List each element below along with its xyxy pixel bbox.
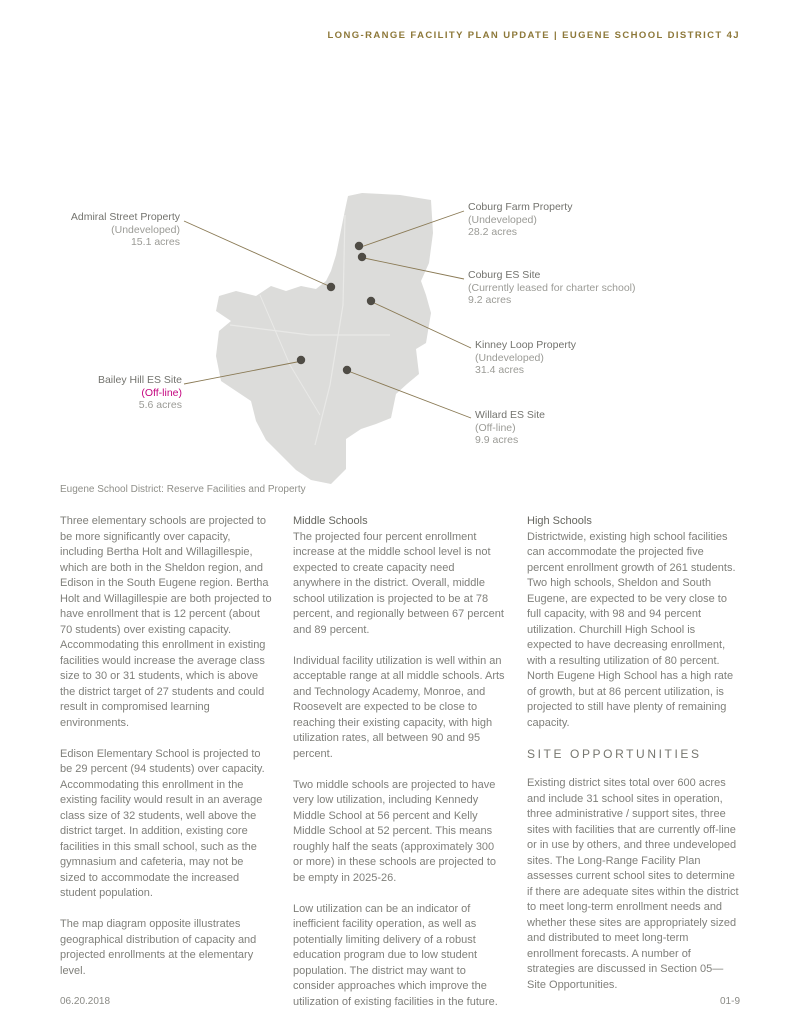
footer-page-number: 01-9: [719, 996, 740, 1007]
site-label-bailey-hill: [62, 374, 182, 412]
site-label-willard: [475, 409, 675, 447]
section-heading-middle-schools: Middle Schools: [293, 515, 368, 527]
site-acres: 9.2 acres: [468, 294, 512, 306]
site-label-coburg-farm: [468, 201, 668, 239]
district-map-figure: [60, 185, 740, 485]
site-marker-admiral-street: [327, 283, 335, 291]
site-acres: 28.2 acres: [468, 226, 518, 238]
site-status: (Undeveloped): [111, 223, 180, 236]
site-status: (Off-line): [475, 421, 516, 434]
site-name: Coburg Farm Property: [468, 201, 573, 213]
site-name: Admiral Street Property: [70, 211, 180, 223]
paragraph: Three elementary schools are projected to be more significantly over capacity, including Bertha Holt and Willagillespie, which are both in the Sheldon region, and Edison in the South Eugene region. Bertha Holt and Willagillespie are both projected to have enrollment that is 12 percent (about 70 students) over existing capacity. Accommodating this enrollment in existing facilities would increase the average class size to 30 or 31 students, which is above the district target of 27 students and could result in compromised learning environments.: [60, 515, 272, 729]
site-marker-willard: [343, 366, 351, 374]
paragraph: Individual facility utilization is well within an acceptable range at all middle schools. Arts and Technology Academy, Monroe, and Roosevelt are expected to be close to reaching their existing capacity, with high utilization rates, all between 90 and 95 percent.: [293, 654, 505, 760]
paragraph: Two middle schools are projected to have very low utilization, including Kennedy Middle School at 56 percent and Kelly Middle School at 52 percent. This means roughly half the seats (approximately 300 or more) in these schools are projected to be empty in 2025-26.: [293, 778, 496, 884]
site-marker-coburg-farm: [355, 242, 363, 250]
paragraph: The projected four percent enrollment increase at the middle school level is not expected to create capacity need anywhere in the district. Overall, middle school utilization is projected to be at 78 percent, and regionally between 67 percent and 89 percent.: [293, 530, 504, 636]
site-status-offline: (Off-line): [141, 386, 182, 399]
section-heading-high-schools: High Schools: [527, 515, 592, 527]
paragraph: Edison Elementary School is projected to be 29 percent (94 students) over capacity. Accommodating this enrollment in the existing facility would result in an average class size of 32 students, well above the district target. In addition, existing core facilities in this small school, such as the gymnasium and cafeteria, may not be sized to accommodate the increased student population.: [60, 747, 265, 899]
site-name: Willard ES Site: [475, 409, 546, 421]
site-label-admiral-street: [60, 211, 180, 249]
site-acres: 9.9 acres: [475, 434, 519, 446]
district-shape: [216, 193, 433, 484]
site-name: Coburg ES Site: [468, 269, 541, 281]
site-status: (Currently leased for charter school): [468, 281, 636, 294]
site-acres: 15.1 acres: [130, 236, 180, 248]
site-acres: 31.4 acres: [475, 364, 525, 376]
section-heading-site-opportunities: SITE OPPORTUNITIES: [527, 746, 702, 761]
body-column-high-schools: [527, 514, 740, 1009]
site-label-kinney-loop: [475, 339, 675, 377]
body-column-middle-schools: [293, 514, 505, 1026]
page-title: LONG-RANGE FACILITY PLAN UPDATE | EUGENE SCHOOL DISTRICT 4J: [327, 30, 740, 41]
site-name: Bailey Hill ES Site: [97, 374, 182, 386]
paragraph: Existing district sites total over 600 acres and include 31 school sites in operation, three administrative / support sites, three sites with facilities that are currently off-line or in use by others, and three undeveloped sites. The Long-Range Facility Plan assesses current school sites to determine if there are adequate sites within the district to meet long-term enrollment needs and whether these sites are appropriately sized and distributed to meet long-term enrollment forecasts. A number of strategies are discussed in Section 05—Site Opportunities.: [527, 777, 739, 991]
site-status: (Undeveloped): [475, 351, 544, 364]
site-status: (Undeveloped): [468, 213, 537, 226]
site-marker-coburg-es: [358, 253, 366, 261]
leader-line-admiral-street: [184, 221, 331, 287]
paragraph: The map diagram opposite illustrates geographical distribution of capacity and projected enrollments at the elementary level.: [60, 918, 257, 977]
site-marker-kinney-loop: [367, 297, 375, 305]
site-name: Kinney Loop Property: [475, 339, 576, 351]
map-caption: Eugene School District: Reserve Facilities and Property: [60, 484, 306, 495]
paragraph: Low utilization can be an indicator of inefficient facility operation, as well as potentially limiting delivery of a robust education program due to low student population. The district may want to consider approaches which improve the utilization of existing facilities in the future.: [293, 902, 498, 1008]
footer-date: 06.20.2018: [60, 996, 111, 1007]
page-footer: [60, 996, 740, 1007]
body-column-elementary: [60, 514, 272, 995]
site-acres: 5.6 acres: [138, 399, 182, 411]
site-marker-bailey-hill: [297, 356, 305, 364]
paragraph: Districtwide, existing high school facilities can accommodate the projected five percent enrollment growth of 261 students. Two high schools, Sheldon and South Eugene, are expected to be very close to full capacity, with 98 and 94 percent utilization. Churchill High School is expected to have decreasing enrollment, with a resulting utilization of 80 percent. North Eugene High School has a high rate of growth, but at 86 percent utilization, is projected to still have plenty of remaining capacity.: [527, 530, 736, 729]
site-label-coburg-es: [468, 269, 688, 307]
